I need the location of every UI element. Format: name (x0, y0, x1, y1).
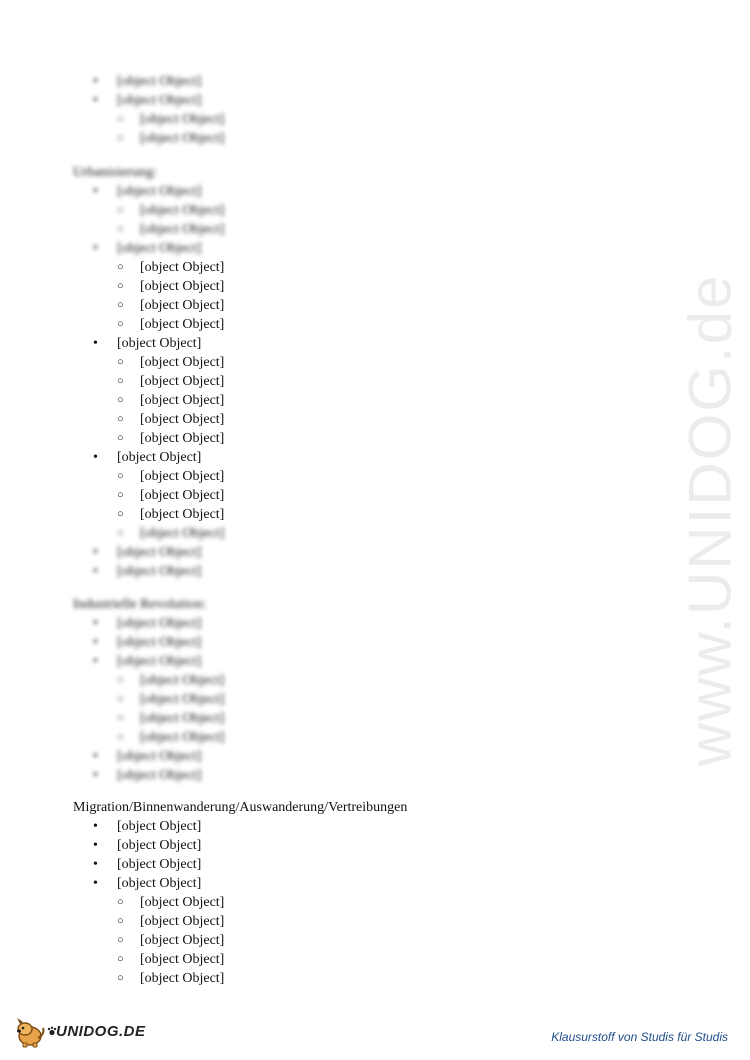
list-item-text: [object Object] (117, 749, 202, 764)
list-item-text: [object Object] (140, 895, 225, 910)
section-heading-industrielle-revolution: Industrielle Revolution: (73, 597, 207, 612)
bullet-icon: • (93, 876, 98, 891)
list-item-text: [object Object] (140, 711, 225, 726)
hollow-bullet-icon: ○ (117, 261, 124, 273)
unidog-logo[interactable] (12, 1014, 146, 1048)
hollow-bullet-icon: ○ (117, 470, 124, 482)
list-item-text: [object Object] (140, 112, 225, 127)
list-item-text: [object Object] (140, 393, 225, 408)
hollow-bullet-icon: ○ (117, 693, 124, 705)
list-item-text: [object Object] (140, 279, 225, 294)
bullet-icon: • (93, 654, 98, 669)
hollow-bullet-icon: ○ (117, 731, 124, 743)
list-item-text: [object Object] (117, 74, 202, 89)
hollow-bullet-icon: ○ (117, 527, 124, 539)
hollow-bullet-icon: ○ (117, 413, 124, 425)
list-item-text: [object Object] (117, 768, 202, 783)
list-item-text: [object Object] (117, 819, 202, 834)
hollow-bullet-icon: ○ (117, 432, 124, 444)
bullet-icon: • (93, 74, 98, 89)
list-item-text: [object Object] (140, 730, 225, 745)
bullet-icon: • (93, 450, 98, 465)
list-item-text: [object Object] (140, 526, 225, 541)
hollow-bullet-icon: ○ (117, 712, 124, 724)
hollow-bullet-icon: ○ (117, 318, 124, 330)
list-item-text: [object Object] (140, 971, 225, 986)
bullet-icon: • (93, 336, 98, 351)
list-item-text: [object Object] (117, 93, 202, 108)
list-item-text: [object Object] (117, 450, 202, 465)
list-item-text: [object Object] (140, 673, 225, 688)
list-item-text: [object Object] (117, 838, 202, 853)
bullet-icon: • (93, 635, 98, 650)
section-heading-migration: Migration/Binnenwanderung/Auswanderung/Vertreibungen (73, 800, 408, 815)
watermark: www.UNIDOG.de (676, 273, 744, 767)
hollow-bullet-icon: ○ (117, 896, 124, 908)
hollow-bullet-icon: ○ (117, 375, 124, 387)
bullet-icon: • (93, 838, 98, 853)
bullet-icon: • (93, 857, 98, 872)
list-item-text: [object Object] (117, 545, 202, 560)
bullet-icon: • (93, 93, 98, 108)
bullet-icon: • (93, 241, 98, 256)
hollow-bullet-icon: ○ (117, 204, 124, 216)
hollow-bullet-icon: ○ (117, 674, 124, 686)
hollow-bullet-icon: ○ (117, 508, 124, 520)
hollow-bullet-icon: ○ (117, 394, 124, 406)
hollow-bullet-icon: ○ (117, 223, 124, 235)
list-item-text: [object Object] (117, 184, 202, 199)
hollow-bullet-icon: ○ (117, 280, 124, 292)
bullet-icon: • (93, 616, 98, 631)
list-item-text: [object Object] (140, 469, 225, 484)
list-item-text: [object Object] (117, 616, 202, 631)
list-item-text: [object Object] (140, 203, 225, 218)
list-item-text: [object Object] (140, 933, 225, 948)
bullet-icon: • (93, 768, 98, 783)
bullet-icon: • (93, 545, 98, 560)
list-item-text: [object Object] (140, 488, 225, 503)
list-item-text: [object Object] (140, 260, 225, 275)
hollow-bullet-icon: ○ (117, 934, 124, 946)
bullet-icon: • (93, 184, 98, 199)
hollow-bullet-icon: ○ (117, 113, 124, 125)
list-item-text: [object Object] (140, 222, 225, 237)
bullet-icon: • (93, 749, 98, 764)
section-heading-urbanisierung: Urbanisierung: (73, 165, 157, 180)
list-item-text: [object Object] (140, 374, 225, 389)
list-item-text: [object Object] (117, 635, 202, 650)
logo-text: UNIDOG.DE (56, 1022, 146, 1040)
bullet-icon: • (93, 564, 98, 579)
list-item-text: [object Object] (140, 507, 225, 522)
list-item-text: [object Object] (140, 431, 225, 446)
list-item-text: [object Object] (140, 412, 225, 427)
list-item-text: [object Object] (117, 857, 202, 872)
hollow-bullet-icon: ○ (117, 132, 124, 144)
dog-icon (12, 1014, 48, 1048)
list-item-text: [object Object] (140, 952, 225, 967)
hollow-bullet-icon: ○ (117, 972, 124, 984)
list-item-text: [object Object] (140, 298, 225, 313)
list-item-text: [object Object] (117, 241, 202, 256)
list-item-text: [object Object] (140, 692, 225, 707)
bullet-icon: • (93, 819, 98, 834)
footer-tagline: Klausurstoff von Studis für Studis (551, 1030, 728, 1044)
list-item-text: [object Object] (117, 654, 202, 669)
list-item-text: [object Object] (117, 564, 202, 579)
hollow-bullet-icon: ○ (117, 356, 124, 368)
list-item-text: [object Object] (140, 355, 225, 370)
list-item-text: [object Object] (140, 914, 225, 929)
list-item-text: [object Object] (117, 336, 202, 351)
hollow-bullet-icon: ○ (117, 915, 124, 927)
list-item-text: [object Object] (140, 317, 225, 332)
hollow-bullet-icon: ○ (117, 299, 124, 311)
list-item-text: [object Object] (117, 876, 202, 891)
hollow-bullet-icon: ○ (117, 489, 124, 501)
list-item-text: [object Object] (140, 131, 225, 146)
hollow-bullet-icon: ○ (117, 953, 124, 965)
